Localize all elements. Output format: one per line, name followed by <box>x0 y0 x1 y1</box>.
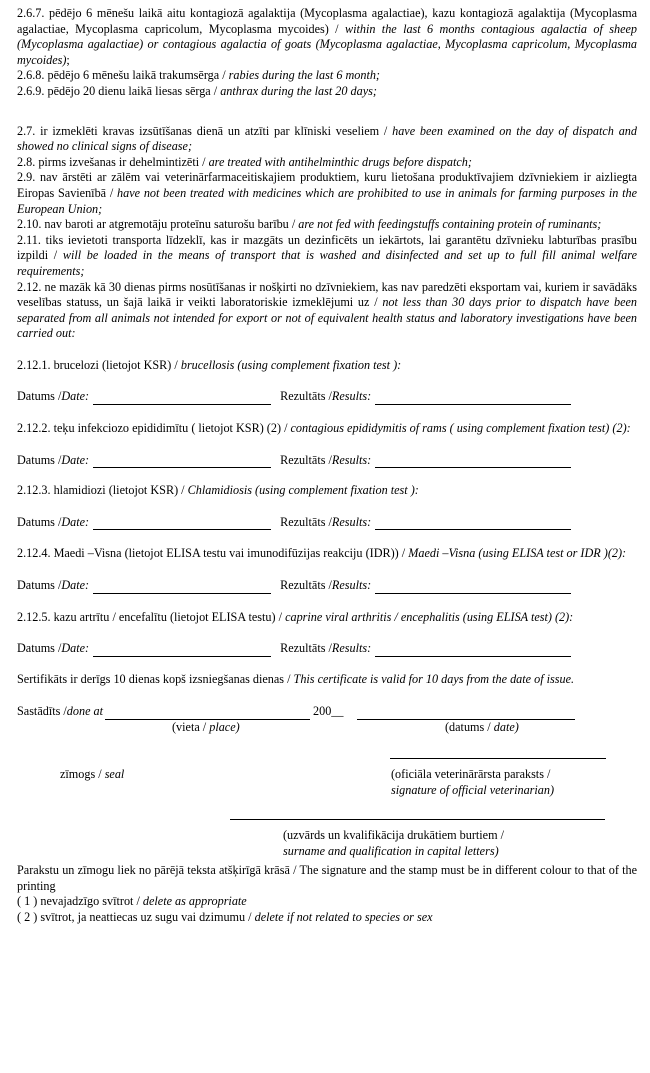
name-block <box>17 794 637 858</box>
colour-note: Parakstu un zīmogu liek no pārējā teksta atšķirīgā krāsā / The signature and the stamp must be in different colour to that of the printing <box>17 863 637 893</box>
item-2-8: 2.8. pirms izvešanas ir dehelmintizēti / are treated with antihelminthic drugs before dispatch; <box>17 154 472 169</box>
date-result-row-3: Datums / Date: Rezultāts / Results: <box>17 515 637 531</box>
item-2-12: 2.12. ne mazāk kā 30 dienas pirms nosūtīšanas ir nošķirti no dzīvniekiem, kas nav paredzēti eksportam vai, kuriem ir savādāks veselības statuss, un šajā laikā ir veikti laboratoriskie izmeklējumi uz / not less than 30 days prior to dispatch have been separated from all animals not intended for export or not of equivalent health status and laboratory investigations have been carried out: <box>17 279 637 341</box>
result-field-4[interactable] <box>375 582 571 594</box>
date-caption: (datums / date) <box>445 720 519 734</box>
item-2-9: 2.9. nav ārstēti ar zālēm vai veterinārfarmaceitiskajiem produktiem, kuru lietošana produktīvajiem dzīvniekiem ir aizliegta Eiropas Savienībā / have not been treated with medicines which are prohibited to use in animals for farming purposes in the European Union; <box>17 170 637 216</box>
item-2-6-8: 2.6.8. pēdējo 6 mēnešu laikā trakumsērga / rabies during the last 6 month; <box>17 68 380 83</box>
name-caption: (uzvārds un kvalifikācija drukātiem burtiem / surname and qualification in capital letters) <box>283 828 504 858</box>
item-2-7: 2.7. ir izmeklēti kravas izsūtīšanas dienā un atzīti par klīniski veseliem / have been examined on the day of dispatch and showed no clinical signs of disease; <box>17 123 637 154</box>
date-result-row-2: Datums / Date: Rezultāts / Results: <box>17 453 637 469</box>
test-2-12-2: 2.12.2. teķu infekciozo epididimītu ( lietojot KSR) (2) / contagious epididymitis of rams ( using complement fixation test) (2): <box>17 421 631 436</box>
footnote-2: ( 2 ) svītrot, ja neattiecas uz sugu vai dzimumu / delete if not related to species or sex <box>17 909 433 924</box>
vet-signature-line[interactable] <box>390 758 606 759</box>
date-result-row-1: Datums / Date: Rezultāts / Results: <box>17 389 637 405</box>
test-2-12-3: 2.12.3. hlamidiozi (lietojot KSR) / Chlamidiosis (using complement fixation test ): <box>17 483 419 498</box>
done-at-captions <box>17 720 637 736</box>
result-field-3[interactable] <box>375 518 571 530</box>
footer-notes <box>17 863 637 925</box>
date-field-1[interactable] <box>93 393 271 405</box>
done-at-row: Sastādīts / done at 200__ <box>17 704 637 720</box>
item-2-6-9: 2.6.9. pēdējo 20 dienu laikā liesas sērga / anthrax during the last 20 days; <box>17 83 377 98</box>
vet-signature-caption: (oficiāla veterinārārsta paraksts / signature of official veterinarian) <box>391 767 555 797</box>
section-2-7-items <box>17 124 637 342</box>
section-2-6-items <box>17 6 637 100</box>
place-field[interactable] <box>105 708 310 720</box>
result-field-5[interactable] <box>375 645 571 657</box>
seal-label: zīmogs / seal <box>60 767 125 781</box>
item-2-6-7: 2.6.7. pēdējo 6 mēnešu laikā aitu kontagiozā agalaktija (Mycoplasma agalactiae), kazu kontagiozā agalaktija (Mycoplasma agalactiae, Mycoplasma capricolum, Mycoplasma mycoides) / within the last 6 months contagious agalactia of sheep (Mycoplasma agalactiae) or contagious agalactia of goats (Mycoplasma agalactiae, Mycoplasma capricolum, Mycoplasma mycoides); <box>17 6 638 67</box>
item-2-10: 2.10. nav baroti ar atgremotāju proteīnu saturošu barību / are not fed with feedingstuffs containing protein of ruminants; <box>17 217 602 232</box>
result-field-2[interactable] <box>375 456 571 468</box>
test-2-12-1: 2.12.1. brucelozi (lietojot KSR) / brucellosis (using complement fixation test ): <box>17 357 402 372</box>
place-caption: (vieta / place) <box>172 720 240 734</box>
date-result-row-5: Datums / Date: Rezultāts / Results: <box>17 641 637 657</box>
signature-block <box>17 736 637 797</box>
item-2-11: 2.11. tiks ievietoti transporta līdzeklī, kas ir mazgāts un dezinficēts un iekārtots, lai garantētu dzīvnieku labturības prasību izpildi / will be loaded in the means of transport that is washed and disinfected and set up to full fill animal welfare requirements; <box>17 232 637 278</box>
date-field-2[interactable] <box>93 456 271 468</box>
footnote-1: ( 1 ) nevajadzīgo svītrot / delete as appropriate <box>17 894 247 909</box>
date-result-row-4: Datums / Date: Rezultāts / Results: <box>17 578 637 594</box>
date-issue-field[interactable] <box>357 708 575 720</box>
test-2-12-4: 2.12.4. Maedi –Visna (lietojot ELISA testu vai imunodifūzijas reakciju (IDR)) / Maedi –Visna (using ELISA test or IDR )(2): <box>17 546 627 561</box>
test-2-12-5: 2.12.5. kazu artrītu / encefalītu (lietojot ELISA testu) / caprine viral arthritis / encephalitis (using ELISA test) (2): <box>17 609 574 624</box>
result-field-1[interactable] <box>375 393 571 405</box>
date-field-5[interactable] <box>93 645 271 657</box>
validity-statement: Sertifikāts ir derīgs 10 dienas kopš izsniegšanas dienas / This certificate is valid for 10 days from the date of issue. <box>17 671 575 686</box>
vet-name-line[interactable] <box>230 819 605 820</box>
date-field-3[interactable] <box>93 518 271 530</box>
certificate-page <box>17 6 637 925</box>
date-field-4[interactable] <box>93 582 271 594</box>
